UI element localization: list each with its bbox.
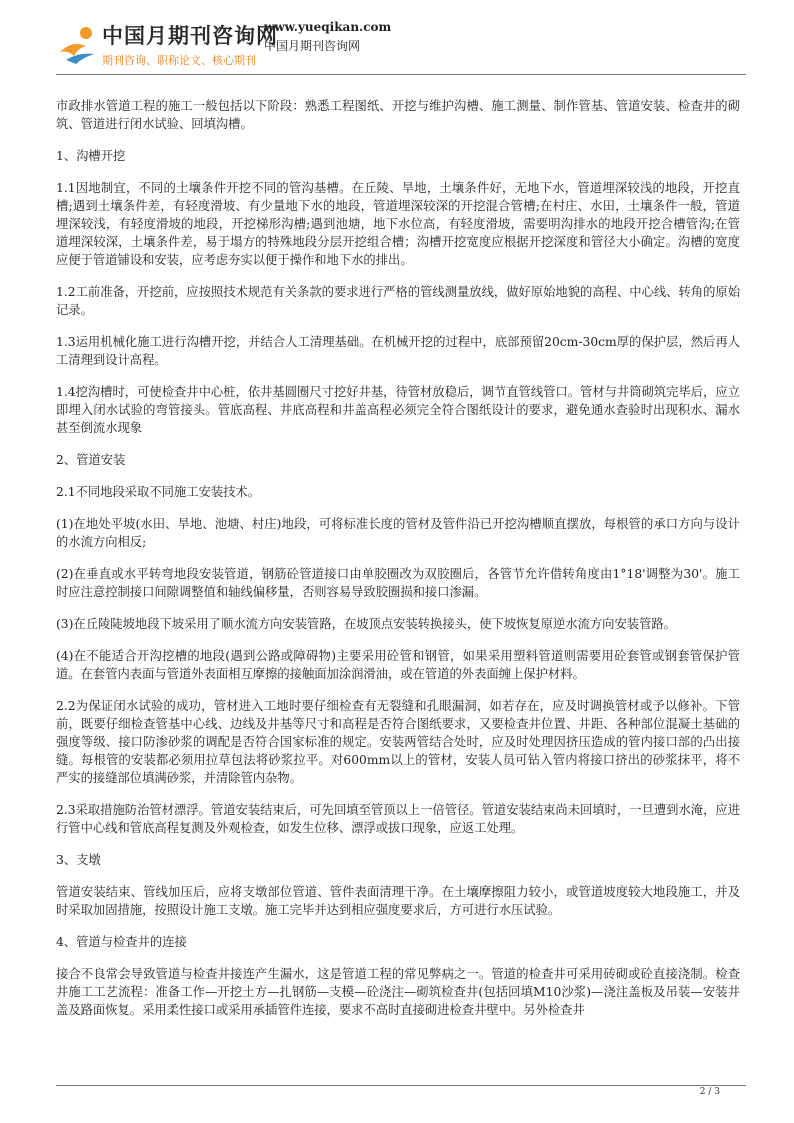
logo-tagline: 期刊咨询、职称论文、核心期刊 <box>102 54 256 67</box>
body-paragraph: (2)在垂直或水平转弯地段安装管道，钢筋砼管道接口由单胶圈改为双胶圈后，各管节允许借转角度由1°18'调整为30'。施工时应注意控制接口间隙调整值和轴线偏移量，否则容易导致胶圈损和接口渗漏。 <box>56 567 740 599</box>
section-heading: 2、管道安装 <box>56 453 126 467</box>
body-paragraph: (3)在丘陵陡坡地段下坡采用了顺水流方向安装管路，在坡顶点安装转换接头，使下坡恢复原逆水流方向安装管路。 <box>56 617 676 631</box>
body-paragraph: 2.3采取措施防治管材漂浮。管道安装结束后，可先回填至管顶以上一倍管径。管道安装结束尚未回填时，一旦遭到水淹，应进行管中心线和管底高程复测及外观检查，如发生位移、漂浮或拔口现象，应返工处理。 <box>56 803 740 835</box>
intro-paragraph: 市政排水管道工程的施工一般包括以下阶段：熟悉工程图纸、开挖与维护沟槽、施工测量、制作管基、管道安装、检查井的砌筑、管道进行闭水试验、回填沟槽。 <box>56 99 740 131</box>
section-heading: 3、支墩 <box>56 853 101 867</box>
body-paragraph: (1)在地处平坡(水田、旱地、池塘、村庄)地段，可将标准长度的管材及管件沿已开挖沟槽顺直摆放，每根管的承口方向与设计的水流方向相反; <box>56 517 740 549</box>
site-url[interactable]: www.yueqikan.com <box>264 20 392 34</box>
section-heading: 1、沟槽开挖 <box>56 149 126 163</box>
body-paragraph: (4)在不能适合开沟挖槽的地段(遇到公路或障碍物)主要采用砼管和钢管，如果采用塑料管道则需要用砼套管或钢套管保护管道。在套管内表面与管道外表面相互摩擦的接触面加涂润滑油，或在管道的外表面缠上保护材料。 <box>56 649 740 681</box>
body-paragraph: 1.1因地制宜，不同的土壤条件开挖不同的管沟基槽。在丘陵、旱地，土壤条件好，无地下水，管道埋深较浅的地段，开挖直槽;遇到土壤条件差，有轻度滑坡、有少量地下水的地段，管道埋深较深的开挖混合管槽;在村庄、水田，土壤条件一般，管道埋深较浅，有轻度滑坡的地段，开挖梯形沟槽;遇到池塘，地下水位高，有轻度滑坡，需要明沟排水的地段开挖合槽管沟;在管道埋深较深，土壤条件差，易于塌方的特殊地段分层开挖组合槽；沟槽开挖宽度应根据开挖深度和管径大小确定。沟槽的宽度应便于管道铺设和安装，应考虑夯实以便于操作和地下水的排出。 <box>56 181 740 267</box>
logo-mark-icon <box>56 22 100 66</box>
footer-divider <box>56 1085 746 1086</box>
body-paragraph: 接合不良常会导致管道与检查井接连产生漏水，这是管道工程的常见弊病之一。管道的检查井可采用砖砌或砼直接浇制。检查井施工工艺流程：准备工作—开挖土方—扎钢筋—支模—砼浇注—砌筑检查井(包括回填M10沙浆)—浇注盖板及吊装—安装井盖及路面恢复。采用柔性接口或采用承插管件连接，要求不高时直接砌进检查井壁中。另外检查井 <box>56 967 740 1017</box>
body-paragraph: 1.3运用机械化施工进行沟槽开挖，并结合人工清理基础。在机械开挖的过程中，底部预留20cm-30cm厚的保护层，然后再人工清理到设计高程。 <box>56 335 740 367</box>
body-paragraph: 管道安装结束、管线加压后，应将支墩部位管道、管件表面清理干净。在土壤摩擦阻力较小，或管道坡度较大地段施工，并及时采取加固措施，按照设计施工支墩。施工完毕并达到相应强度要求后，方可进行水压试验。 <box>56 885 740 917</box>
body-paragraph: 2.1不同地段采取不同施工安装技术。 <box>56 485 261 499</box>
body-paragraph: 1.2工前准备，开挖前，应按照技术规范有关条款的要求进行严格的管线测量放线，做好原始地貌的高程、中心线、转角的原始记录。 <box>56 285 740 317</box>
site-name: 中国月期刊咨询网 <box>264 39 361 53</box>
section-heading: 4、管道与检查井的连接 <box>56 935 187 949</box>
body-paragraph: 2.2为保证闭水试验的成功，管材进入工地时要仔细检查有无裂缝和孔眼漏洞，如若存在，应及时调换管材或予以修补。下管前，既要仔细检查管基中心线、边线及井基等尺寸和高程是否符合图纸要求，又要检查井位置、井距、各种部位混凝土基础的强度等级、接口防渗砂浆的调配是否符合国家标准的规定。安装两管结合处时，应及时处理因挤压造成的管内接口部的凸出接缝。每根管的安装都必须用拉草包法将砂浆拉平。对600mm以上的管材，安装人员可钻入管内将接口挤出的砂浆抹平，将不严实的接缝部位填满砂浆，并清除管内杂物。 <box>56 699 740 785</box>
body-paragraph: 1.4挖沟槽时，可使检查井中心桩，依井基圆圈尺寸挖好井基，待管材放稳后，调节直管线管口。管材与井筒砌筑完毕后，应立即埋入闭水试验的弯管接头。管底高程、井底高程和井盖高程必须完全符合图纸设计的要求，避免通水查验时出现积水、漏水甚至倒流水现象 <box>56 385 740 435</box>
logo-title: 中国月期刊咨询网 <box>102 24 278 48</box>
page-header <box>56 14 746 74</box>
document-body <box>56 97 740 1067</box>
header-divider <box>56 74 746 75</box>
page-number: 2 / 3 <box>699 1087 720 1097</box>
